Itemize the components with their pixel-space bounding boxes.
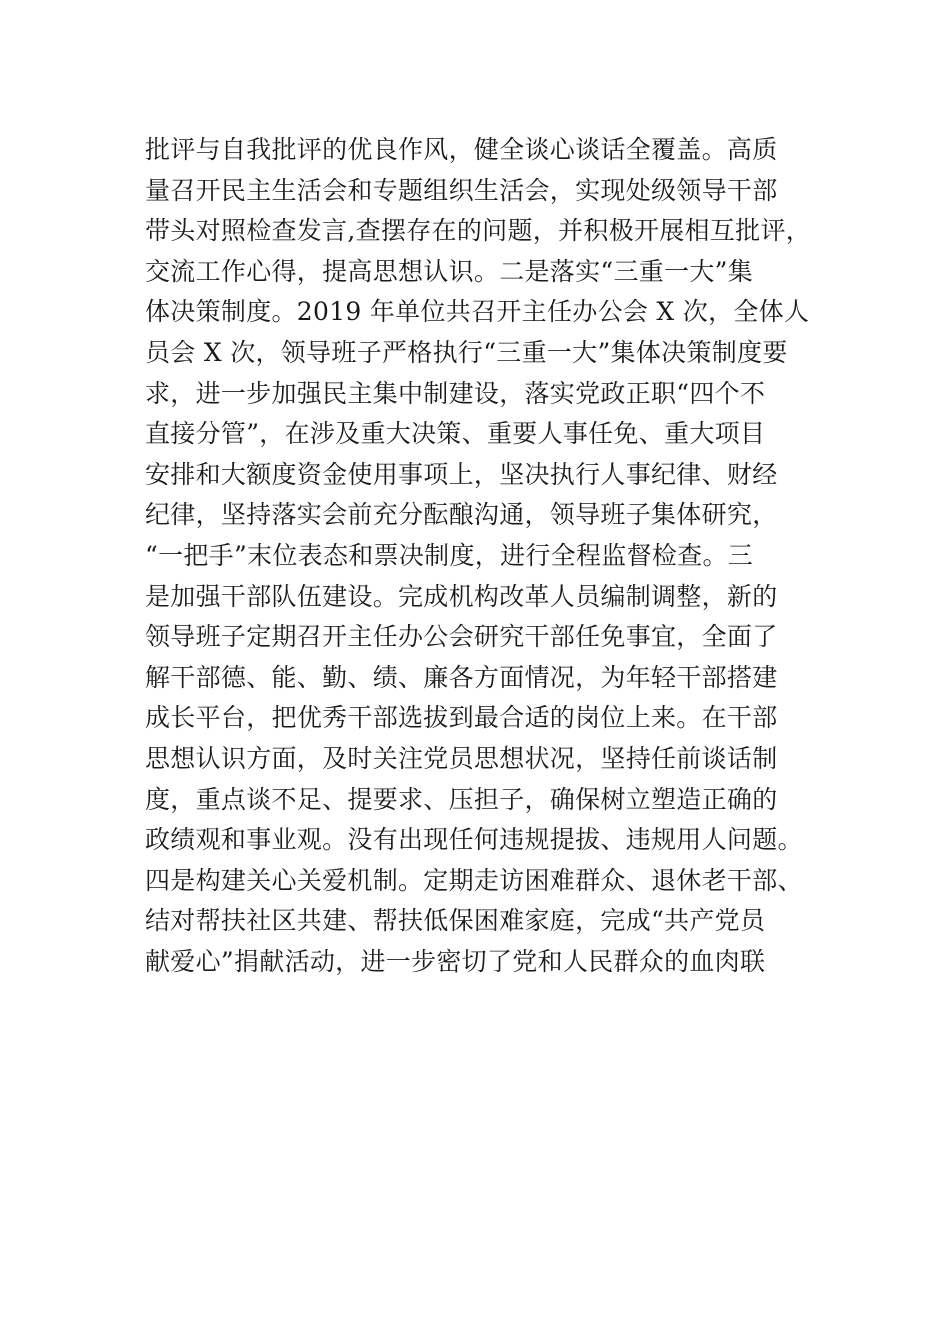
text-line: 领导班子定期召开主任办公会研究干部任免事宜，全面了	[145, 622, 778, 652]
text-line: 四是构建关心关爱机制。定期走访困难群众、退休老干部、	[145, 865, 803, 895]
body-paragraph	[145, 130, 825, 982]
text-line: “一把手”末位表态和票决制度，进行全程监督检查。三	[145, 540, 754, 570]
text-line: 度，重点谈不足、提要求、压担子，确保树立塑造正确的	[145, 784, 778, 814]
text-line: 成长平台，把优秀干部选拔到最合适的岗位上来。在干部	[145, 703, 778, 733]
text-line: 政绩观和事业观。没有出现任何违规提拔、违规用人问题。	[145, 825, 803, 855]
text-line: 献爱心”捐献活动，进一步密切了党和人民群众的血肉联	[145, 946, 766, 976]
text-line: 直接分管”，在涉及重大决策、重要人事任免、重大项目	[145, 419, 766, 449]
text-line: 是加强干部队伍建设。完成机构改革人员编制调整，新的	[145, 581, 778, 611]
text-line: 求，进一步加强民主集中制建设，落实党政正职“四个不	[145, 378, 766, 408]
text-line: 安排和大额度资金使用事项上，坚决执行人事纪律、财经	[145, 459, 778, 489]
text-line: 解干部德、能、勤、绩、廉各方面情况，为年轻干部搭建	[145, 662, 778, 692]
text-line: 员会 X 次，领导班子严格执行“三重一大”集体决策制度要	[145, 337, 788, 367]
text-line: 结对帮扶社区共建、帮扶低保困难家庭，完成“共产党员	[145, 906, 766, 936]
text-line: 交流工作心得，提高思想认识。二是落实“三重一大”集	[145, 256, 754, 286]
text-line: 批评与自我批评的优良作风，健全谈心谈话全覆盖。高质	[145, 135, 778, 164]
text-line: 纪律，坚持落实会前充分酝酿沟通，领导班子集体研究，	[145, 500, 778, 530]
text-line: 体决策制度。2019 年单位共召开主任办公会 X 次，全体人	[145, 297, 810, 327]
text-line: 量召开民主生活会和专题组织生活会，实现处级领导干部	[145, 175, 778, 205]
text-line: 带头对照检查发言,查摆存在的问题，并积极开展相互批评，	[145, 216, 812, 246]
text-line: 思想认识方面，及时关注党员思想状况，坚持任前谈话制	[145, 743, 778, 773]
